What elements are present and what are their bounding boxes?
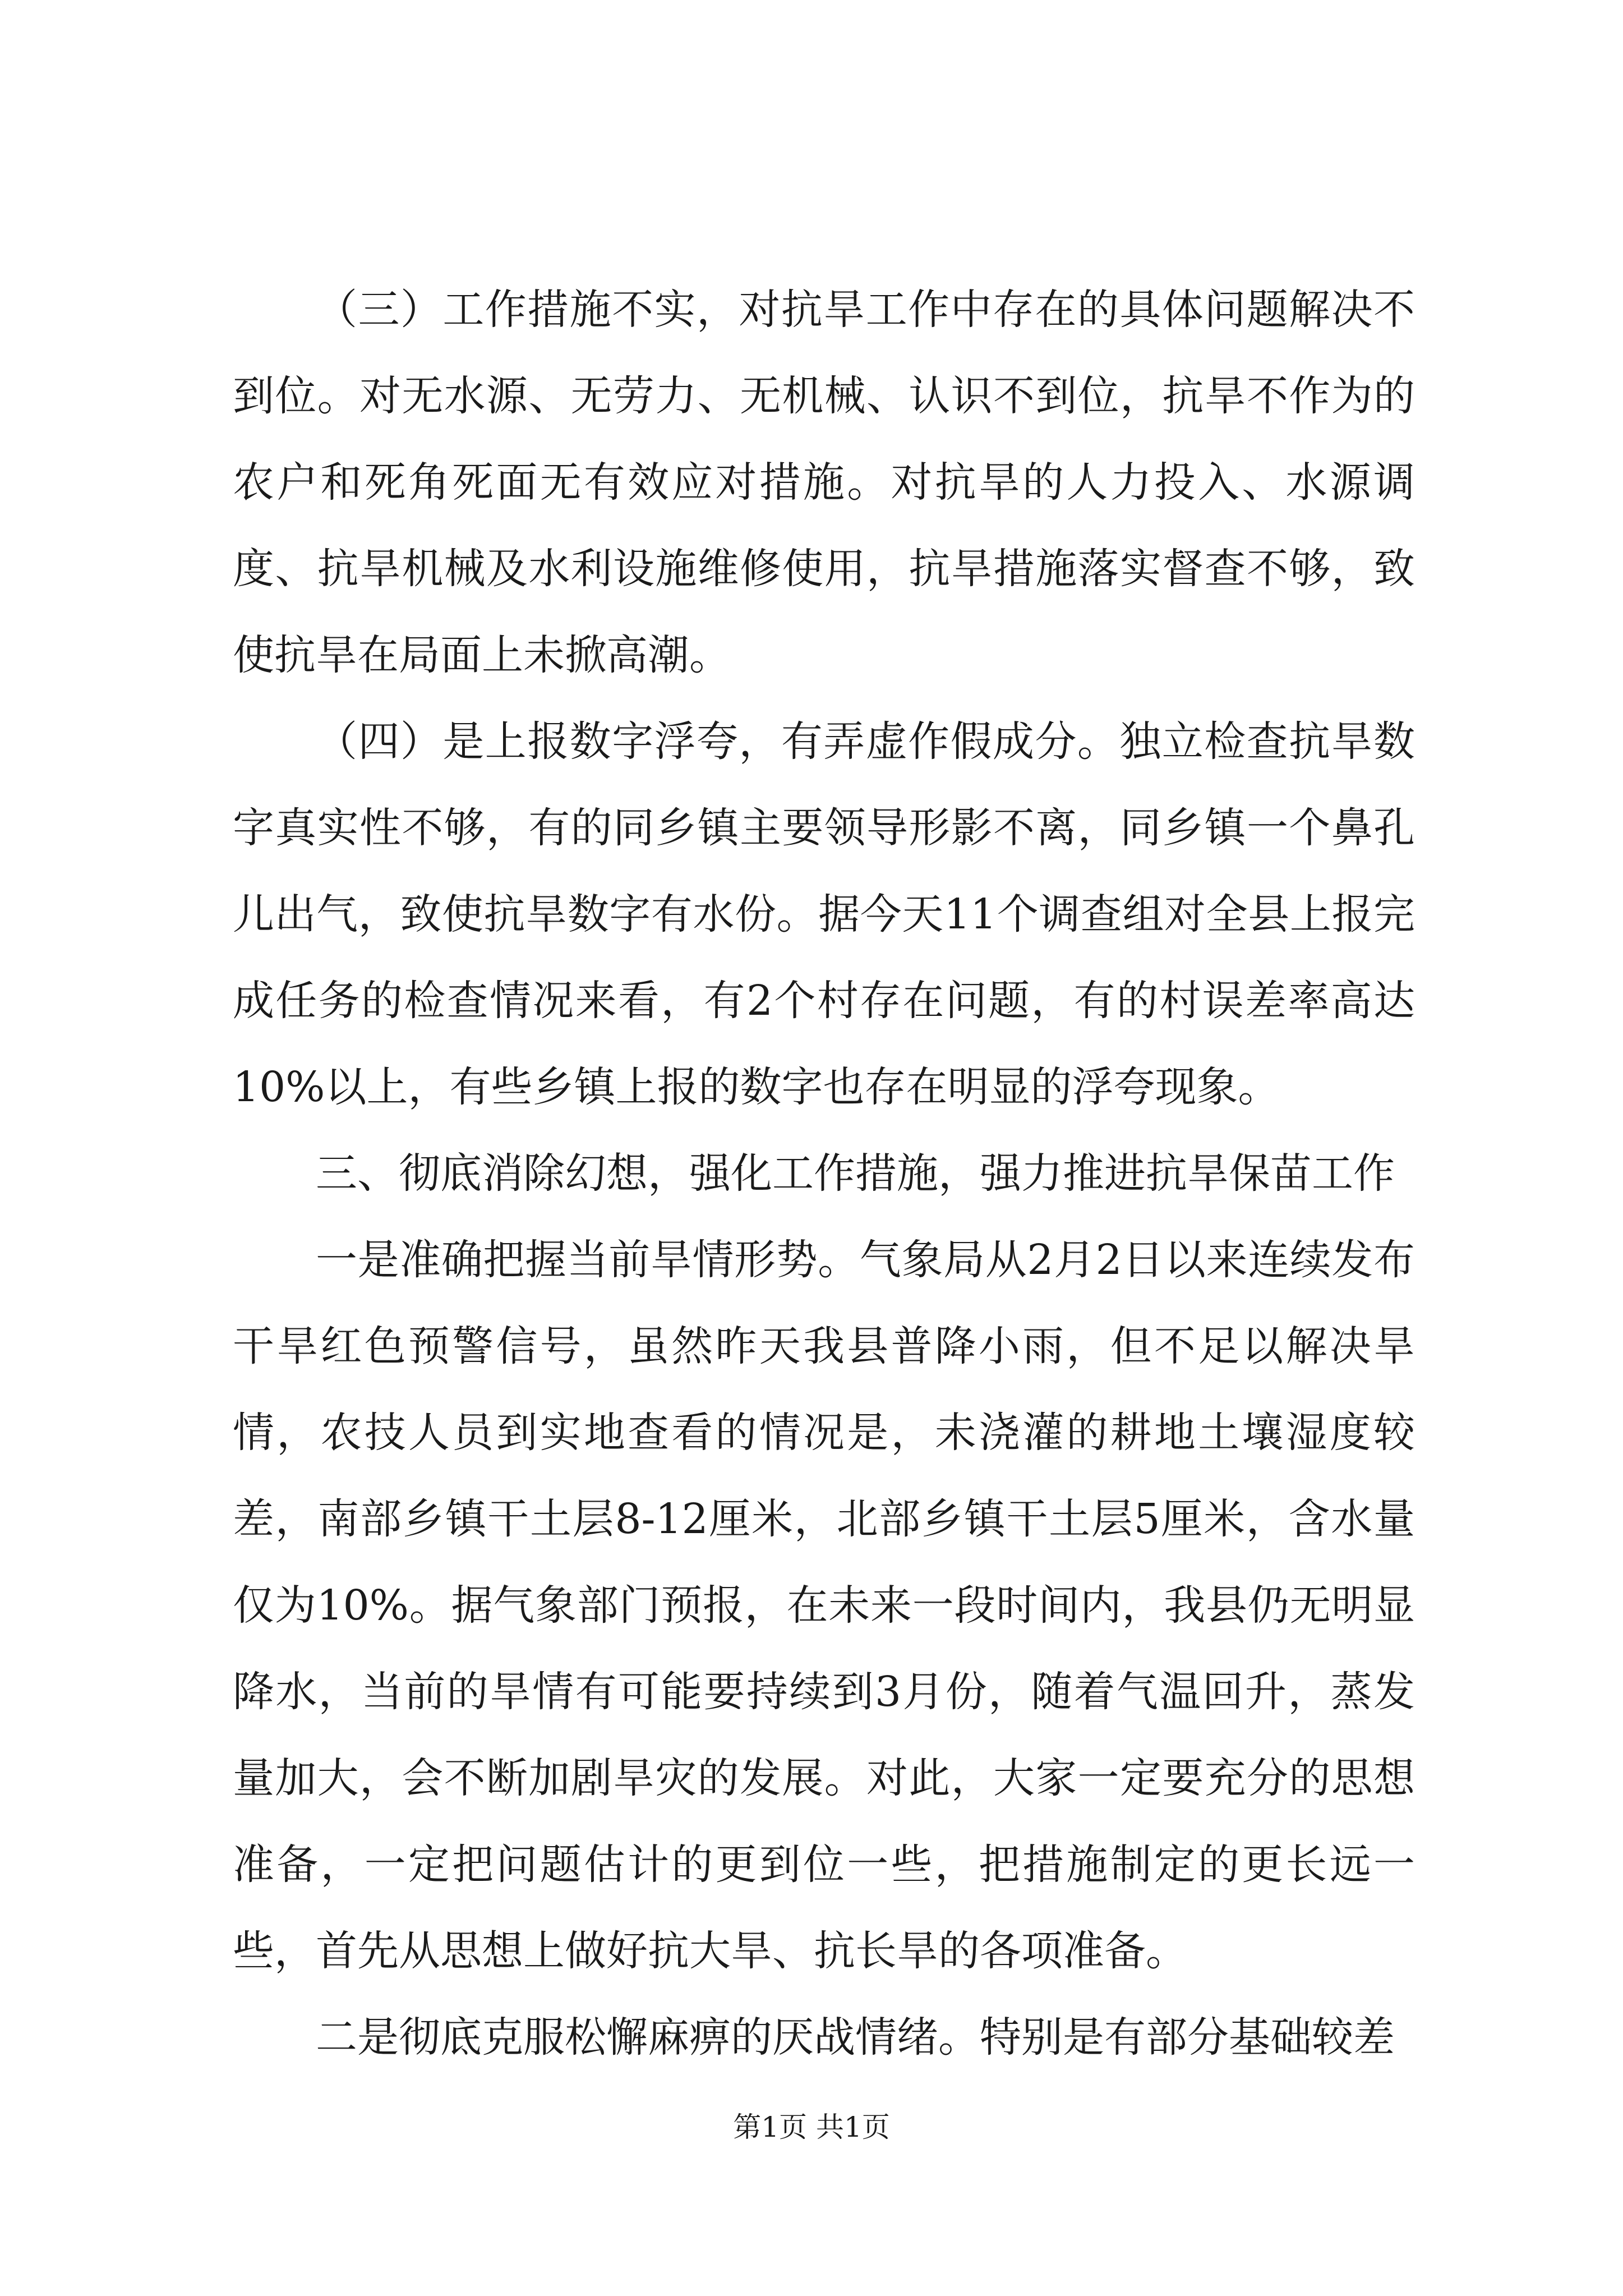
paragraph-work-measures: （三）工作措施不实，对抗旱工作中存在的具体问题解决不到位。对无水源、无劳力、无机械、认识不到位，抗旱不作为的农户和死角死面无有效应对措施。对抗旱的人力投入、水源调度、抗旱机械及水利设施维修使用，抗旱措施落实督查不够，致使抗旱在局面上未掀高潮。 bbox=[233, 286, 1415, 679]
document-body bbox=[233, 266, 1415, 2081]
paragraph-overcome-fatigue: 二是彻底克服松懈麻痹的厌战情绪。特别是有部分基础较差 bbox=[316, 2013, 1395, 2062]
paragraph-inflated-numbers: （四）是上报数字浮夸，有弄虚作假成分。独立检查抗旱数字真实性不够，有的同乡镇主要领导形影不离，同乡镇一个鼻孔儿出气，致使抗旱数字有水份。据今天11个调查组对全县上报完成任务的检查情况来看，有2个村存在问题，有的村误差率高达10%以上，有些乡镇上报的数字也存在明显的浮夸现象。 bbox=[233, 717, 1415, 1111]
paragraph-drought-situation: 一是准确把握当前旱情形势。气象局从2月2日以来连续发布干旱红色预警信号，虽然昨天我县普降小雨，但不足以解决旱情，农技人员到实地查看的情况是，未浇灌的耕地土壤湿度较差，南部乡镇干土层8-12厘米，北部乡镇干土层5厘米，含水量仅为10%。据气象部门预报，在未来一段时间内，我县仍无明显降水，当前的旱情有可能要持续到3月份，随着气温回升，蒸发量加大，会不断加剧旱灾的发展。对此，大家一定要充分的思想准备，一定把问题估计的更到位一些，把措施制定的更长远一些，首先从思想上做好抗大旱、抗长旱的各项准备。 bbox=[233, 1236, 1415, 1975]
section-heading-three: 三、彻底消除幻想，强化工作措施，强力推进抗旱保苗工作 bbox=[316, 1149, 1395, 1198]
page-footer bbox=[0, 2110, 1623, 2144]
page-number-label: 第1页 共1页 bbox=[733, 2111, 890, 2143]
